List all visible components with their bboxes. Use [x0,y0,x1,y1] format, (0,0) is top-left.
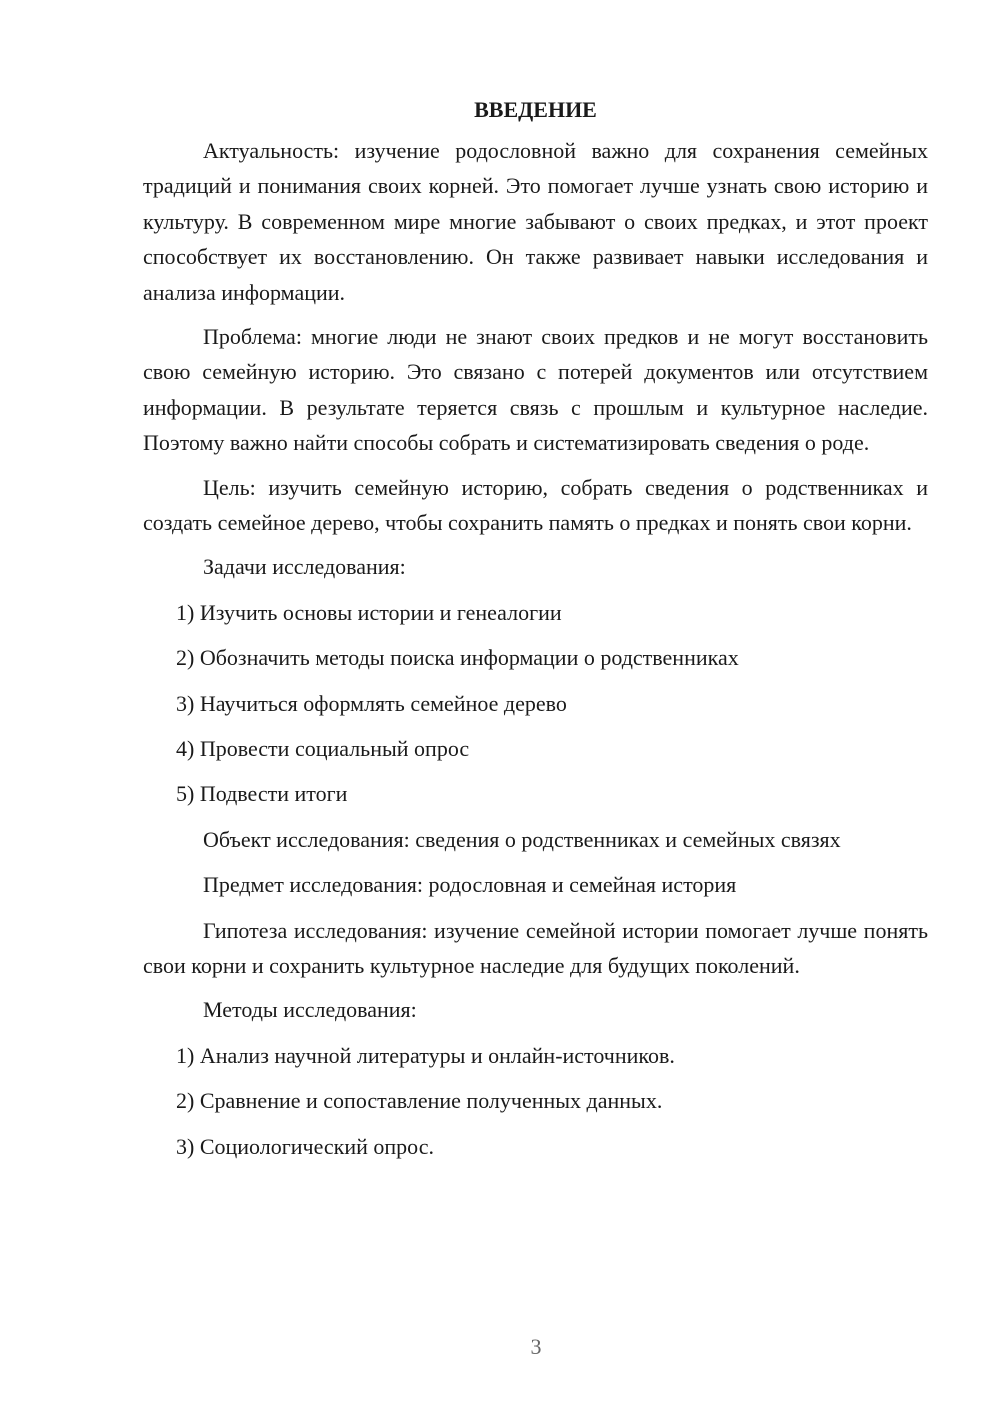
subject-line: Предмет исследования: родословная и семейная история [203,872,737,898]
method-item: 3) Социологический опрос. [176,1133,434,1159]
page-title: ВВЕДЕНИЕ [474,97,597,122]
paragraph-goal: Цель: изучить семейную историю, собрать сведения о родственниках и создать семейное дерево, чтобы сохранить память о предках и понять свои корни. [143,474,928,536]
object-line: Объект исследования: сведения о родственниках и семейных связях [203,826,841,852]
task-item: 1) Изучить основы истории и генеалогии [176,599,562,625]
page-number: 3 [530,1334,542,1359]
document-page [143,92,928,1174]
methods-heading: Методы исследования: [203,997,417,1023]
task-item: 2) Обозначить методы поиска информации о родственниках [176,645,739,671]
method-item: 2) Сравнение и сопоставление полученных данных. [176,1088,663,1114]
paragraph-relevance: Актуальность: изучение родословной важно для сохранения семейных традиций и понимания своих корней. Это помогает лучше узнать свою историю и культуру. В современном мире многие забывают о своих предках, и этот проект способствует их восстановлению. Он также развивает навыки исследования и анализа информации. [143,138,928,305]
paragraph-hypothesis: Гипотеза исследования: изучение семейной истории помогает лучше понять свои корни и сохранить культурное наследие для будущих поколений. [143,917,928,978]
task-item: 4) Провести социальный опрос [176,736,470,762]
task-item: 5) Подвести итоги [176,781,348,807]
task-item: 3) Научиться оформлять семейное дерево [176,690,567,716]
tasks-heading: Задачи исследования: [203,554,406,580]
method-item: 1) Анализ научной литературы и онлайн-источников. [176,1042,675,1068]
paragraph-problem: Проблема: многие люди не знают своих предков и не могут восстановить свою семейную историю. Это связано с потерей документов или отсутствием информации. В результате теряется связь с прошлым и культурное наследие. Поэтому важно найти способы собрать и систематизировать сведения о роде. [143,324,928,456]
